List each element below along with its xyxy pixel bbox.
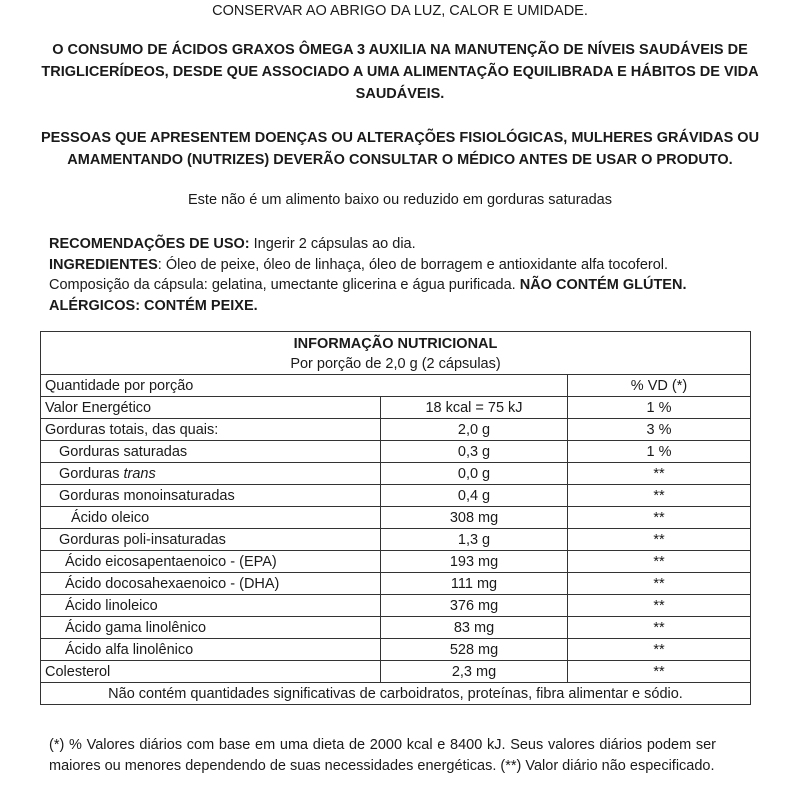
nutrition-row — [41, 507, 751, 529]
nutrient-amount: 2,3 mg — [381, 661, 568, 683]
nutrient-amount: 0,3 g — [381, 441, 568, 463]
nutrient-daily-value: 1 % — [568, 397, 751, 419]
nutrition-title-row — [41, 332, 751, 375]
nutrient-label-italic: trans — [123, 465, 156, 482]
medical-warning: PESSOAS QUE APRESENTEM DOENÇAS OU ALTERAÇÕES FISIOLÓGICAS, MULHERES GRÁVIDAS OU AMAMENTANDO (NUTRIZES) DEVERÃO CONSULTAR O MÉDICO ANTES DE USAR O PRODUTO. — [40, 130, 760, 168]
column-header-vd: % VD (*) — [568, 375, 751, 397]
nutrient-name — [41, 529, 381, 551]
ingredients-label: INGREDIENTES — [49, 256, 158, 273]
nutrient-amount: 308 mg — [381, 507, 568, 529]
nutrient-label: Ácido eicosapentaenoico - (EPA) — [65, 553, 277, 570]
ingredients-line — [49, 255, 759, 276]
nutrient-name — [41, 595, 381, 617]
capsule-line — [49, 275, 759, 296]
nutrient-label: Gorduras poli-insaturadas — [59, 531, 226, 548]
nutrient-name — [41, 485, 381, 507]
nutrient-amount: 0,0 g — [381, 463, 568, 485]
nutrient-label: Gorduras monoinsaturadas — [59, 487, 235, 504]
nutrient-daily-value: ** — [568, 661, 751, 683]
nutrient-label: Ácido oleico — [71, 509, 150, 526]
capsule-text: Composição da cápsula: gelatina, umectante glicerina e água purificada. — [49, 277, 520, 293]
nutrient-label: Ácido gama linolênico — [65, 619, 207, 636]
nutrition-footer-row — [41, 683, 751, 705]
nutrient-daily-value: ** — [568, 463, 751, 485]
nutrient-label: Gorduras totais, das quais: — [45, 421, 219, 438]
nutrition-table — [40, 331, 751, 705]
allergen-statement: ALÉRGICOS: CONTÉM PEIXE. — [49, 297, 258, 314]
nutrition-rows — [41, 397, 751, 683]
usage-section — [49, 234, 759, 316]
nutrient-label: Gorduras saturadas — [59, 443, 188, 460]
nutrient-name — [41, 661, 381, 683]
nutrition-title: INFORMAÇÃO NUTRICIONAL — [293, 336, 498, 352]
nutrition-row — [41, 485, 751, 507]
nutrient-name — [41, 573, 381, 595]
nutrient-amount: 2,0 g — [381, 419, 568, 441]
serving-size: Por porção de 2,0 g (2 cápsulas) — [290, 356, 501, 372]
nutrition-row — [41, 529, 751, 551]
nutrient-amount: 193 mg — [381, 551, 568, 573]
nutrient-daily-value: ** — [568, 507, 751, 529]
nutrient-daily-value: ** — [568, 573, 751, 595]
nutrient-amount: 528 mg — [381, 639, 568, 661]
daily-value-footnote: (*) % Valores diários com base em uma dieta de 2000 kcal e 8400 kJ. Seus valores diários podem ser maiores ou menores dependendo de suas necessidades energéticas. (**) Valor diário não especificado. — [49, 737, 716, 774]
nutrient-name — [41, 463, 381, 485]
nutrient-amount: 376 mg — [381, 595, 568, 617]
nutrition-footer-note: Não contém quantidades significativas de carboidratos, proteínas, fibra alimentar e sódio. — [41, 683, 751, 705]
recommendation-label: RECOMENDAÇÕES DE USO: — [49, 236, 250, 252]
nutrient-name — [41, 507, 381, 529]
gluten-statement: NÃO CONTÉM GLÚTEN. — [519, 277, 687, 293]
nutrition-row — [41, 397, 751, 419]
nutrition-row — [41, 595, 751, 617]
nutrient-amount: 18 kcal = 75 kJ — [381, 397, 568, 419]
nutrition-row — [41, 419, 751, 441]
nutrient-label: Gorduras — [59, 465, 124, 482]
storage-instruction: CONSERVAR AO ABRIGO DA LUZ, CALOR E UMIDADE. — [212, 3, 588, 19]
nutrient-name — [41, 617, 381, 639]
column-header-quantity: Quantidade por porção — [41, 375, 568, 397]
nutrient-name — [41, 419, 381, 441]
nutrient-name — [41, 397, 381, 419]
nutrient-daily-value: ** — [568, 617, 751, 639]
nutrient-label: Valor Energético — [45, 399, 152, 416]
nutrient-name — [41, 441, 381, 463]
saturated-fat-note: Este não é um alimento baixo ou reduzido em gorduras saturadas — [188, 192, 612, 208]
ingredients-text: : Óleo de peixe, óleo de linhaça, óleo de borragem e antioxidante alfa tocoferol. — [157, 256, 669, 273]
nutrient-amount: 111 mg — [381, 573, 568, 595]
nutrient-daily-value: ** — [568, 529, 751, 551]
nutrient-label: Ácido alfa linolênico — [65, 641, 194, 658]
nutrient-label: Ácido docosahexaenoico - (DHA) — [65, 575, 280, 592]
nutrition-row — [41, 441, 751, 463]
nutrient-daily-value: ** — [568, 485, 751, 507]
nutrient-daily-value: ** — [568, 639, 751, 661]
nutrient-name — [41, 639, 381, 661]
nutrition-row — [41, 639, 751, 661]
nutrient-label: Ácido linoleico — [65, 597, 158, 614]
nutrition-row — [41, 661, 751, 683]
recommendation-line — [49, 234, 759, 255]
nutrient-label: Colesterol — [45, 663, 111, 680]
nutrient-amount: 1,3 g — [381, 529, 568, 551]
nutrient-amount: 83 mg — [381, 617, 568, 639]
omega-claim: O CONSUMO DE ÁCIDOS GRAXOS ÔMEGA 3 AUXILIA NA MANUTENÇÃO DE NÍVEIS SAUDÁVEIS DE TRIGLICERÍDEOS, DESDE QUE ASSOCIADO A UMA ALIMENTAÇÃO EQUILIBRADA E HÁBITOS DE VIDA SAUDÁVEIS. — [41, 42, 759, 102]
nutrient-name — [41, 551, 381, 573]
nutrition-header-row — [41, 375, 751, 397]
nutrition-row — [41, 551, 751, 573]
nutrient-amount: 0,4 g — [381, 485, 568, 507]
nutrient-daily-value: ** — [568, 551, 751, 573]
nutrition-row — [41, 463, 751, 485]
nutrition-row — [41, 573, 751, 595]
nutrient-daily-value: 3 % — [568, 419, 751, 441]
nutrient-daily-value: 1 % — [568, 441, 751, 463]
nutrition-row — [41, 617, 751, 639]
recommendation-text: Ingerir 2 cápsulas ao dia. — [249, 236, 416, 252]
nutrient-daily-value: ** — [568, 595, 751, 617]
